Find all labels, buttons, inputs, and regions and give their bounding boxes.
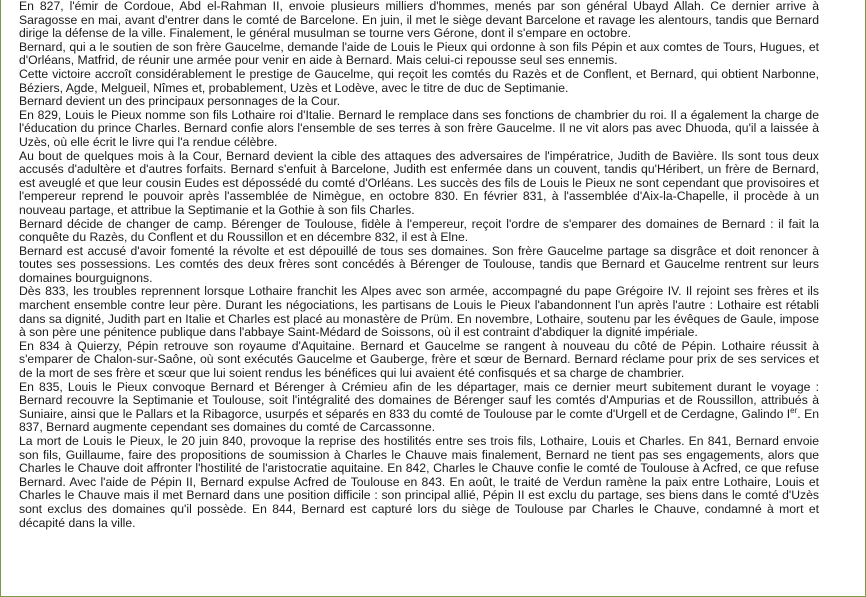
paragraph xyxy=(19,381,819,435)
paragraph: Dès 833, les troubles reprennent lorsque Lothaire franchit les Alpes avec son armée, accompagné du pape Grégoire IV. Il rejoint ses frères et ils marchent ensemble contre leur père. Durant les négociations, les partisans de Louis le Pieux l'abandonnent l'un après l'autre : Lothaire est rétabli dans sa dignité, Judith part en Italie et Charles est placé au monastère de Prüm. En novembre, Lothaire, soutenu par les évêques de Gaule, impose à son père une pénitence publique dans l'abbaye Saint-Médard de Soissons, où il est contraint d'abdiquer la dignité impériale. xyxy=(19,284,819,340)
paragraph: Au bout de quelques mois à la Cour, Bernard devient la cible des attaques des adversaires de l'impératrice, Judith de Bavière. Ils sont tous deux accusés d'adultère et d'autres forfaits. Bernard s'enfuit à Barcelone, Judith est enfermée dans un couvent, tandis qu'Héribert, un frère de Bernard, est aveuglé et que leur cousin Eudes est dépossédé du comté d'Orléans. Les succès des fils de Louis le Pieux ne sont cependant que provisoires et l'empereur reprend le pouvoir après l'assemblée de Nimègue, en octobre 830. En février 831, à l'assemblée d'Aix-la-Chapelle, il procède à un nouveau partage, et attribue la Septimanie et la Gothie à son fils Charles. xyxy=(19,148,819,217)
article-text xyxy=(19,0,819,530)
paragraph-text: En 835, Louis le Pieux convoque Bernard et Bérenger à Crémieu afin de les départager, mais ce dernier meurt subitement durant le voyage : Bernard recouvre la Septimanie et Toulouse, soit l'intégralité des domaines de Bérenger sauf les comtés d'Ampurias et de Roussillon, attribués à Suniaire, ainsi que le Pallars et la Ribagorce, usurpés et séparés en 833 du comté de Toulouse par le comte d'Urgell et de Cerdagne, Galindo I xyxy=(19,379,819,421)
paragraph: En 834 à Quierzy, Pépin retrouve son royaume d'Aquitaine. Bernard et Gaucelme se rangent à nouveau du côté de Pépin. Lothaire réussit à s'emparer de Chalon-sur-Saône, où sont exécutés Gaucelme et Gauberge, frère et sœur de Bernard. Bernard réclame pour prix de ses services et de la mort de ses frère et sœur que lui soient rendus les bénéfices qui lui avaient été confisqués et sa charge de chambrier. xyxy=(19,338,819,381)
paragraph: En 829, Louis le Pieux nomme son fils Lothaire roi d'Italie. Bernard le remplace dans ses fonctions de chambrier du roi. Il a également la charge de l'éducation du prince Charles. Bernard confie alors l'ensemble de ses terres à son frère Gaucelme. Il ne vit alors pas avec Dhuoda, qu'il a laissée à Uzès, où elle écrit le livre qui l'a rendue célèbre. xyxy=(19,107,819,149)
paragraph: Bernard décide de changer de camp. Bérenger de Toulouse, fidèle à l'empereur, reçoit l'ordre de s'emparer des domaines de Bernard : il fait la conquête du Razès, du Conflent et du Roussillon et en décembre 832, il est à Elne. xyxy=(19,216,819,245)
paragraph: En 827, l'émir de Cordoue, Abd el-Rahman II, envoie plusieurs milliers d'hommes, menés par son général Ubayd Allah. Ce dernier arrive à Saragosse en mai, avant d'entrer dans le comté de Barcelone. En juin, il met le siège devant Barcelone et ravage les alentours, tandis que Bernard dirige la défense de la ville. Finalement, le général musulman se tourne vers Gérone, dont il s'empare en octobre. xyxy=(19,0,819,41)
paragraph: Bernard est accusé d'avoir fomenté la révolte et est dépouillé de tous ses domaines. Son frère Gaucelme partage sa disgrâce et doit renoncer à toutes ses possessions. Les comtés des deux frères sont concédés à Bérenger de Toulouse, tandis que Bernard et Gaucelme rentrent sur leurs domaines bourguignons. xyxy=(19,243,819,285)
ordinal-superscript: er xyxy=(790,405,798,415)
paragraph: La mort de Louis le Pieux, le 20 juin 840, provoque la reprise des hostilités entre ses trois fils, Lothaire, Louis et Charles. En 841, Bernard envoie son fils, Guillaume, faire des propositions de soumission à Charles le Chauve mais finalement, Bernard ne tient pas ses engagements, alors que Charles le Chauve doit affronter l'hostilité de l'aristocratie aquitaine. En 842, Charles le Chauve confie le comté de Toulouse à Acfred, ce que refuse Bernard. Avec l'aide de Pépin II, Bernard expulse Acfred de Toulouse en 843. En août, le traité de Verdun ramène la paix entre Lothaire, Louis et Charles le Chauve mais il met Bernard dans une position difficile : son principal allié, Pépin II est exclu du partage, ses biens dans le comté d'Uzès sont exclus des domaines qu'il possède. En 844, Bernard est capturé lors du siège de Toulouse par Charles le Chauve, condamné à mort et décapité dans la ville. xyxy=(19,434,819,530)
paragraph: Cette victoire accroît considérablement le prestige de Gaucelme, qui reçoit les comtés du Razès et de Conflent, et Bernard, qui obtient Narbonne, Béziers, Agde, Melgueil, Nîmes et, probablement, Uzès et Lodève, avec le titre de duc de Septimanie. xyxy=(19,66,819,95)
paragraph: Bernard, qui a le soutien de son frère Gaucelme, demande l'aide de Louis le Pieux qui ordonne à son fils Pépin et aux comtes de Tours, Hugues, et d'Orléans, Matfrid, de réunir une armée pour venir en aide à Bernard. Mais celui-ci repousse seul ses ennemis. xyxy=(19,39,819,68)
paragraph-tail: . En 837, Bernard augmente cependant ses domaines du comté de Carcassonne. xyxy=(19,406,819,435)
paragraph: Bernard devient un des principaux personnages de la Cour. xyxy=(19,94,341,109)
